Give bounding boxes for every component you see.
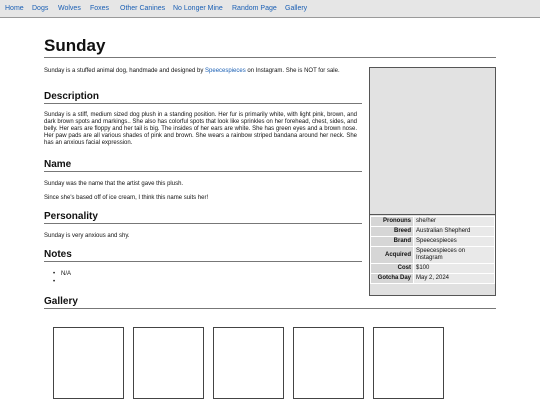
- gallery-heading: Gallery: [44, 296, 496, 309]
- gallery-thumbnail[interactable]: [373, 327, 444, 399]
- personality-heading: Personality: [44, 211, 362, 224]
- infobox-key: Cost: [371, 264, 414, 274]
- name-text-2: Since she's based off of ice cream, I think this name suits her!: [44, 195, 209, 201]
- description-heading: Description: [44, 91, 362, 104]
- infobox-value: $100: [414, 264, 495, 274]
- infobox-key: Breed: [371, 227, 414, 237]
- notes-list-item: [53, 278, 71, 286]
- nav-link-home[interactable]: Home: [5, 5, 24, 12]
- gallery-thumbnail[interactable]: [53, 327, 124, 399]
- infobox-value: she/her: [414, 217, 495, 227]
- gallery-thumbnail[interactable]: [213, 327, 284, 399]
- intro-text-end: on Instagram. She is NOT for sale.: [245, 68, 340, 74]
- bullet-icon: •: [53, 271, 56, 277]
- infobox-value: Speecespieces: [414, 237, 495, 247]
- name-heading: Name: [44, 159, 362, 172]
- infobox-value: Speecespieces on Instagram: [414, 247, 495, 264]
- infobox-row: [371, 264, 495, 274]
- infobox-key: Gotcha Day: [371, 274, 414, 284]
- personality-text: Sunday is very anxious and shy.: [44, 233, 130, 239]
- notes-item-text: N/A: [61, 271, 72, 277]
- infobox-value: May 2, 2024: [414, 274, 495, 284]
- infobox-key: Brand: [371, 237, 414, 247]
- infobox-key: Pronouns: [371, 217, 414, 227]
- infobox-row: [371, 247, 495, 264]
- infobox-image: [370, 68, 495, 215]
- infobox-value: Australian Shepherd: [414, 227, 495, 237]
- infobox: [369, 67, 496, 296]
- infobox-row: [371, 227, 495, 237]
- top-nav: [0, 0, 540, 18]
- infobox-row: [371, 217, 495, 227]
- infobox-row: [371, 237, 495, 247]
- infobox-row: [371, 274, 495, 284]
- notes-list: [53, 270, 71, 286]
- nav-link-dogs[interactable]: Dogs: [32, 5, 49, 12]
- nav-link-random-page[interactable]: Random Page: [232, 5, 277, 12]
- intro-text-start: Sunday is a stuffed animal dog, handmade and designed by: [44, 68, 206, 74]
- intro-paragraph: [44, 68, 357, 75]
- nav-link-foxes[interactable]: Foxes: [90, 5, 110, 12]
- description-text: Sunday is a stiff, medium sized dog plush in a standing position. Her fur is primarily white, with light pink, brown, and dark brown spots and markings.. She also has colorful spots that look like sprinkles on her forehead, chest, sides, and belly. Her ears are floppy and her tail is big. The insides of her ears are white. She has green eyes and a brown nose. Her paw pads are all various shades of pink and brown. She wears a rainbow striped bandana around her neck. She has an anxious facial expression.: [44, 112, 357, 146]
- page-title: Sunday: [44, 36, 496, 58]
- infobox-table: [370, 216, 495, 284]
- infobox-key: Acquired: [371, 247, 414, 264]
- notes-heading: Notes: [44, 249, 362, 262]
- nav-link-other-canines[interactable]: Other Canines: [120, 5, 166, 12]
- nav-link-wolves[interactable]: Wolves: [58, 5, 81, 12]
- nav-link-no-longer-mine[interactable]: No Longer Mine: [173, 5, 223, 12]
- notes-list-item: [53, 270, 71, 278]
- gallery-thumbnail[interactable]: [133, 327, 204, 399]
- nav-link-gallery[interactable]: Gallery: [285, 5, 308, 12]
- name-text-1: Sunday was the name that the artist gave this plush.: [44, 181, 184, 187]
- bullet-icon: •: [53, 279, 56, 285]
- artist-link[interactable]: Speecespieces: [205, 68, 246, 74]
- gallery-thumbnail[interactable]: [293, 327, 364, 399]
